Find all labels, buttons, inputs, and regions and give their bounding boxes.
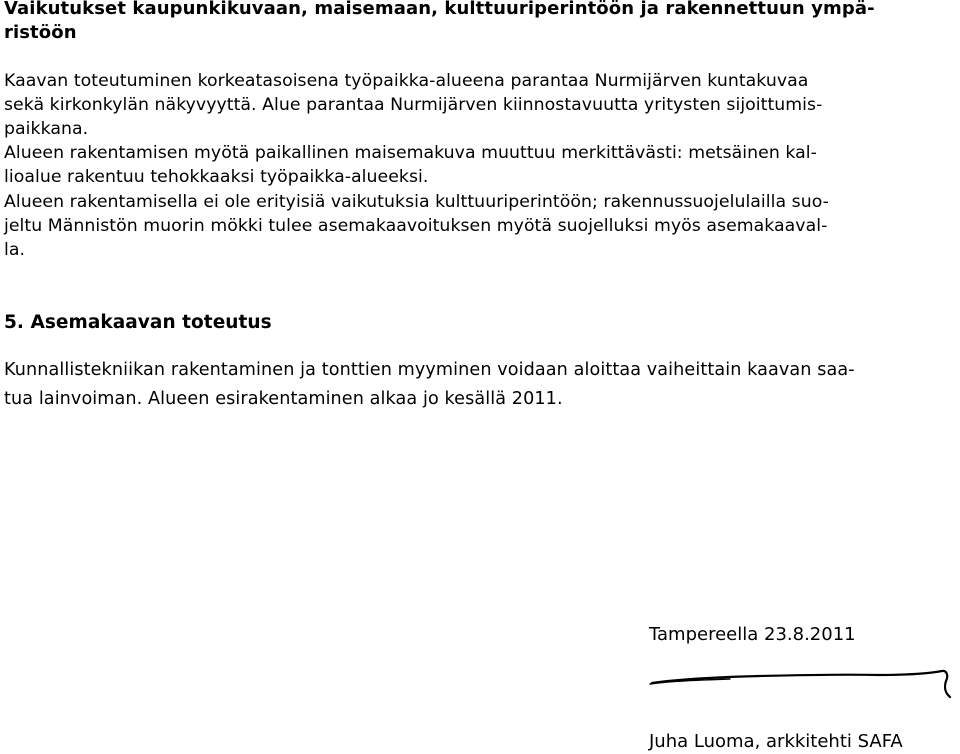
paragraph-line: jeltu Männistön muorin mökki tulee asemakaavoituksen myötä suojelluksi myös asemakaaval-	[4, 216, 828, 236]
paragraph-line: lioalue rakentuu tehokkaaksi työpaikka-alueeksi.	[4, 167, 429, 187]
paragraph-line: Kunnallistekniikan rakentaminen ja tonttien myyminen voidaan aloittaa vaiheittain kaavan saa-	[4, 360, 855, 380]
section-heading-line-2: ristöön	[4, 22, 77, 43]
paragraph-line: la.	[4, 240, 26, 260]
section-heading-5: 5. Asemakaavan toteutus	[4, 312, 272, 333]
paragraph-line: Alueen rakentamisella ei ole erityisiä vaikutuksia kulttuuriperintöön; rakennussuojelulailla suo-	[4, 192, 829, 212]
paragraph-line: paikkana.	[4, 119, 89, 139]
paragraph-line: Kaavan toteutuminen korkeatasoisena työpaikka-alueena parantaa Nurmijärven kuntakuvaa	[4, 71, 809, 91]
paragraph-line: tua lainvoiman. Alueen esirakentaminen alkaa jo kesällä 2011.	[4, 389, 563, 409]
place-date: Tampereella 23.8.2011	[649, 624, 856, 645]
paragraph-line: sekä kirkonkylän näkyvyyttä. Alue parantaa Nurmijärven kiinnostavuutta yritysten sijoittumis-	[4, 95, 823, 115]
paragraph-line: Alueen rakentamisen myötä paikallinen maisemakuva muuttuu merkittävästi: metsäinen kal-	[4, 143, 817, 163]
signer-name: Juha Luoma, arkkitehti SAFA	[649, 731, 903, 752]
signature-image	[640, 655, 960, 715]
section-heading-line-1: Vaikutukset kaupunkikuvaan, maisemaan, kulttuuriperintöön ja rakennettuun ympä-	[4, 0, 875, 19]
